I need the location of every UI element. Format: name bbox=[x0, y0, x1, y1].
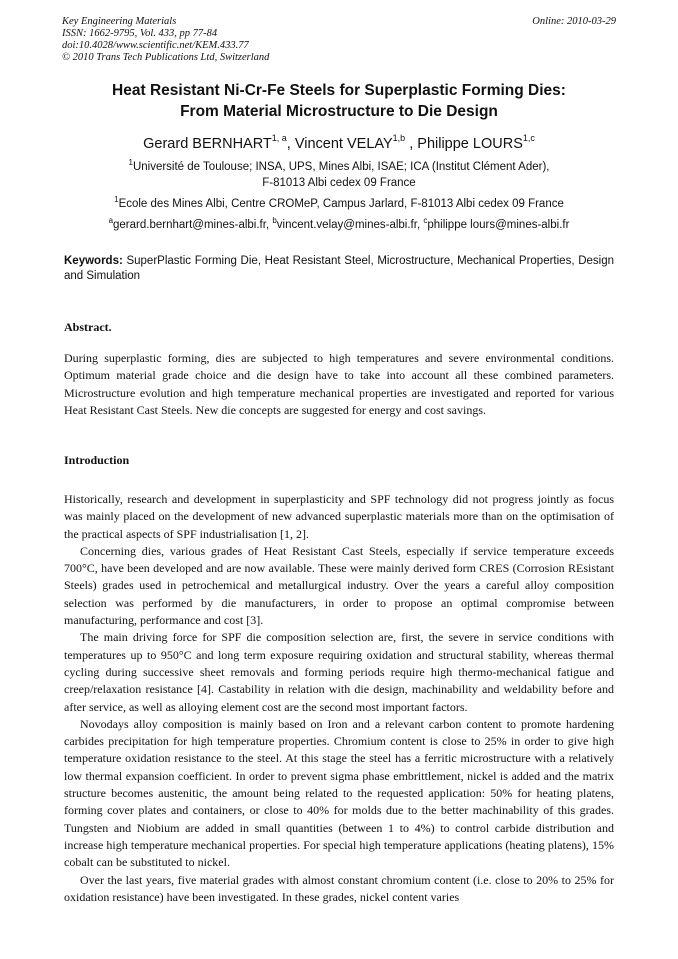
author-name: Gerard BERNHART bbox=[143, 136, 272, 152]
intro-paragraph: Novodays alloy composition is mainly based on Iron and a relevant carbon content to promote hardening carbides precipitation for high temperature properties. Chromium content is close to 25% in order to give high temperature oxidation resistance to the steel. At this stage the steel has a ferritic microstructure with a relatively low thermal expansion coefficient. In order to prevent sigma phase embrittlement, nickel is added and the matrix structure becomes austenitic, the amount being related to the requested application: 50% for heating platens, forming cover plates and containers, or close to 40% for molds due to the better machinability of this grades. Tungsten and Niobium are added in small quantities (between 1 to 4%) to control carbide distribution and increase high temperature mechanical properties. For special high temperature applications (heating platens), 15% cobalt can be substituted to nickel. bbox=[64, 716, 614, 870]
affiliation-line: Université de Toulouse; INSA, UPS, Mines Albi, ISAE; ICA (Institut Clément Ader), bbox=[132, 161, 550, 173]
author-separator: , bbox=[286, 136, 295, 152]
author-affiliation-mark: 1,b bbox=[392, 133, 406, 143]
title-line-2: From Material Microstructure to Die Design bbox=[180, 103, 498, 120]
abstract-heading: Abstract. bbox=[64, 320, 112, 334]
affiliation-1 bbox=[62, 159, 616, 191]
email-address: vincent.velay@mines-albi.fr, bbox=[276, 219, 424, 231]
affiliation-mark: 1 bbox=[128, 158, 133, 167]
author-affiliation-mark: 1,c bbox=[522, 133, 535, 143]
paper-title bbox=[62, 80, 616, 122]
online-date: Online: 2010-03-29 bbox=[532, 16, 616, 27]
abstract-text: During superplastic forming, dies are subjected to high temperatures and severe environmental conditions. Optimum material grade choice and die design have to take into account all these combined parameters. Microstructure evolution and high temperature mechanical properties are investigated and reported for various Heat Resistant Cast Steels. New die concepts are suggested for energy and cost savings. bbox=[64, 351, 614, 417]
email-address: philippe lours@mines-albi.fr bbox=[427, 219, 570, 231]
email-mark: c bbox=[423, 216, 428, 225]
title-line-1: Heat Resistant Ni-Cr-Fe Steels for Superplastic Forming Dies: bbox=[112, 82, 566, 99]
keywords-text: SuperPlastic Forming Die, Heat Resistant Steel, Microstructure, Mechanical Properties, Design and Simulation bbox=[64, 255, 614, 282]
affiliation-mark: 1 bbox=[114, 195, 119, 204]
email-mark: a bbox=[108, 216, 114, 225]
intro-paragraph: The main driving force for SPF die composition selection are, first, the severe in service conditions with temperatures up to 950°C and long term exposure requiring oxidation and structural stability, whereas thermal cycling during successive sheet removals and forming periods require high thermo-mechanical fatigue and creep/relaxation resistance [4]. Castability in relation with die design, machinability and weldability before and after service, as well as alloying element cost are the second most important factors. bbox=[64, 630, 614, 714]
introduction-body bbox=[0, 491, 614, 906]
journal-copyright: © 2010 Trans Tech Publications Ltd, Switzerland bbox=[62, 52, 270, 63]
email-mark: b bbox=[272, 216, 277, 225]
author-name: Philippe LOURS bbox=[417, 136, 523, 152]
journal-header bbox=[62, 16, 269, 64]
intro-paragraph: Over the last years, five material grades with almost constant chromium content (i.e. close to 20% to 25% for oxidation resistance) have been investigated. In these grades, nickel content varies bbox=[64, 872, 614, 904]
intro-paragraph: Historically, research and development in superplasticity and SPF technology did not progress jointly as focus was mainly placed on the development of new advanced superplastic materials more than on the optimisation of the practical aspects of SPF industrialisation [1, 2]. bbox=[64, 492, 614, 541]
journal-issn: ISSN: 1662-9795, Vol. 433, pp 77-84 bbox=[62, 28, 218, 39]
author-list bbox=[62, 134, 616, 154]
journal-doi: doi:10.4028/www.scientific.net/KEM.433.77 bbox=[62, 40, 249, 51]
author-separator: , bbox=[405, 136, 418, 152]
keywords-label: Keywords: bbox=[64, 255, 123, 267]
email-address: gerard.bernhart@mines-albi.fr, bbox=[113, 219, 273, 231]
affiliation-line: Ecole des Mines Albi, Centre CROMeP, Campus Jarlard, F-81013 Albi cedex 09 France bbox=[118, 198, 564, 210]
author-name: Vincent VELAY bbox=[294, 136, 393, 152]
email-list bbox=[62, 217, 616, 233]
keywords bbox=[64, 254, 614, 284]
intro-paragraph: Concerning dies, various grades of Heat Resistant Cast Steels, especially if service temperature exceeds 700°C, have been developed and are now available. These were mainly derived form CRES (Corrosion REsistant Steels) grades used in petrochemical and metallurgical industry. Over the years a careful alloy composition selection was performed by die manufacturers, in order to propose an optimal compromise between manufacturing, performance and cost [3]. bbox=[64, 543, 614, 628]
author-affiliation-mark: 1, a bbox=[271, 133, 287, 143]
affiliation-line: F-81013 Albi cedex 09 France bbox=[262, 177, 416, 189]
affiliation-2 bbox=[62, 196, 616, 212]
introduction-heading: Introduction bbox=[64, 453, 130, 467]
journal-name: Key Engineering Materials bbox=[62, 16, 177, 27]
